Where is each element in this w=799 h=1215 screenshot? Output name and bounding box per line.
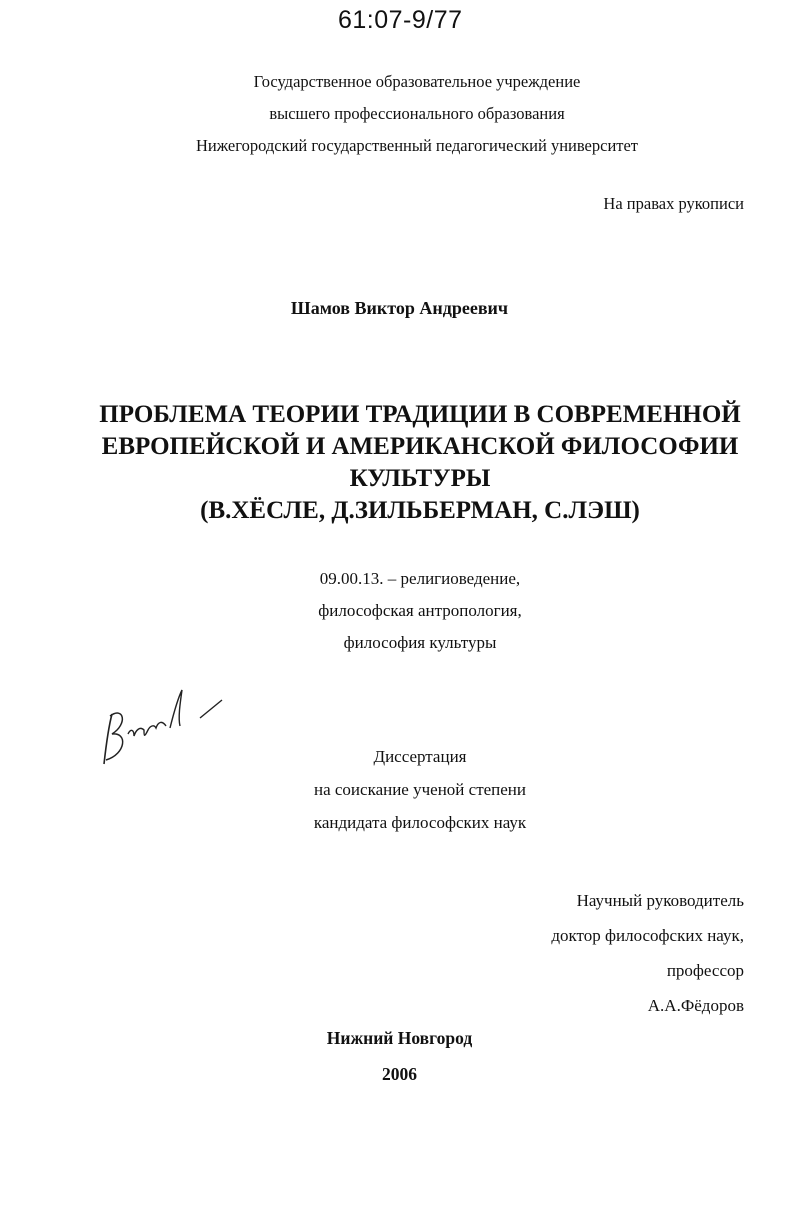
handwritten-signature — [98, 684, 228, 768]
dissertation-title — [60, 399, 780, 527]
manuscript-rights: На правах рукописи — [603, 194, 744, 213]
specialty-line-2: философская антропология, — [318, 601, 522, 620]
supervisor-block — [551, 883, 744, 1023]
dissertation-degree-block — [240, 740, 600, 839]
title-line-3: КУЛЬТУРЫ — [349, 465, 491, 492]
dissertation-line-1: Диссертация — [373, 747, 467, 766]
city: Нижний Новгород — [326, 1028, 473, 1048]
institution-block — [80, 66, 754, 162]
supervisor-line-1: Научный руководитель — [576, 891, 744, 910]
specialty-block — [240, 563, 600, 659]
institution-line-3: Нижегородский государственный педагогический университет — [195, 136, 639, 155]
year: 2006 — [382, 1064, 417, 1084]
archive-code: 61:07-9/77 — [338, 6, 463, 34]
supervisor-line-4: А.А.Фёдоров — [647, 996, 744, 1015]
dissertation-line-2: на соискание ученой степени — [313, 780, 527, 799]
title-line-2: ЕВРОПЕЙСКОЙ И АМЕРИКАНСКОЙ ФИЛОСОФИИ — [101, 433, 739, 460]
title-line-4: (В.ХЁСЛЕ, Д.ЗИЛЬБЕРМАН, С.ЛЭШ) — [200, 497, 640, 524]
supervisor-line-2: доктор философских наук, — [551, 926, 744, 945]
institution-line-1: Государственное образовательное учреждение — [253, 72, 581, 91]
author-name: Шамов Виктор Андреевич — [290, 298, 509, 318]
specialty-line-1: 09.00.13. – религиоведение, — [319, 569, 521, 588]
institution-line-2: высшего профессионального образования — [269, 104, 565, 123]
specialty-line-3: философия культуры — [343, 633, 497, 652]
title-line-1: ПРОБЛЕМА ТЕОРИИ ТРАДИЦИИ В СОВРЕМЕННОЙ — [99, 401, 741, 428]
dissertation-line-3: кандидата философских наук — [313, 813, 527, 832]
supervisor-line-3: профессор — [666, 961, 744, 980]
